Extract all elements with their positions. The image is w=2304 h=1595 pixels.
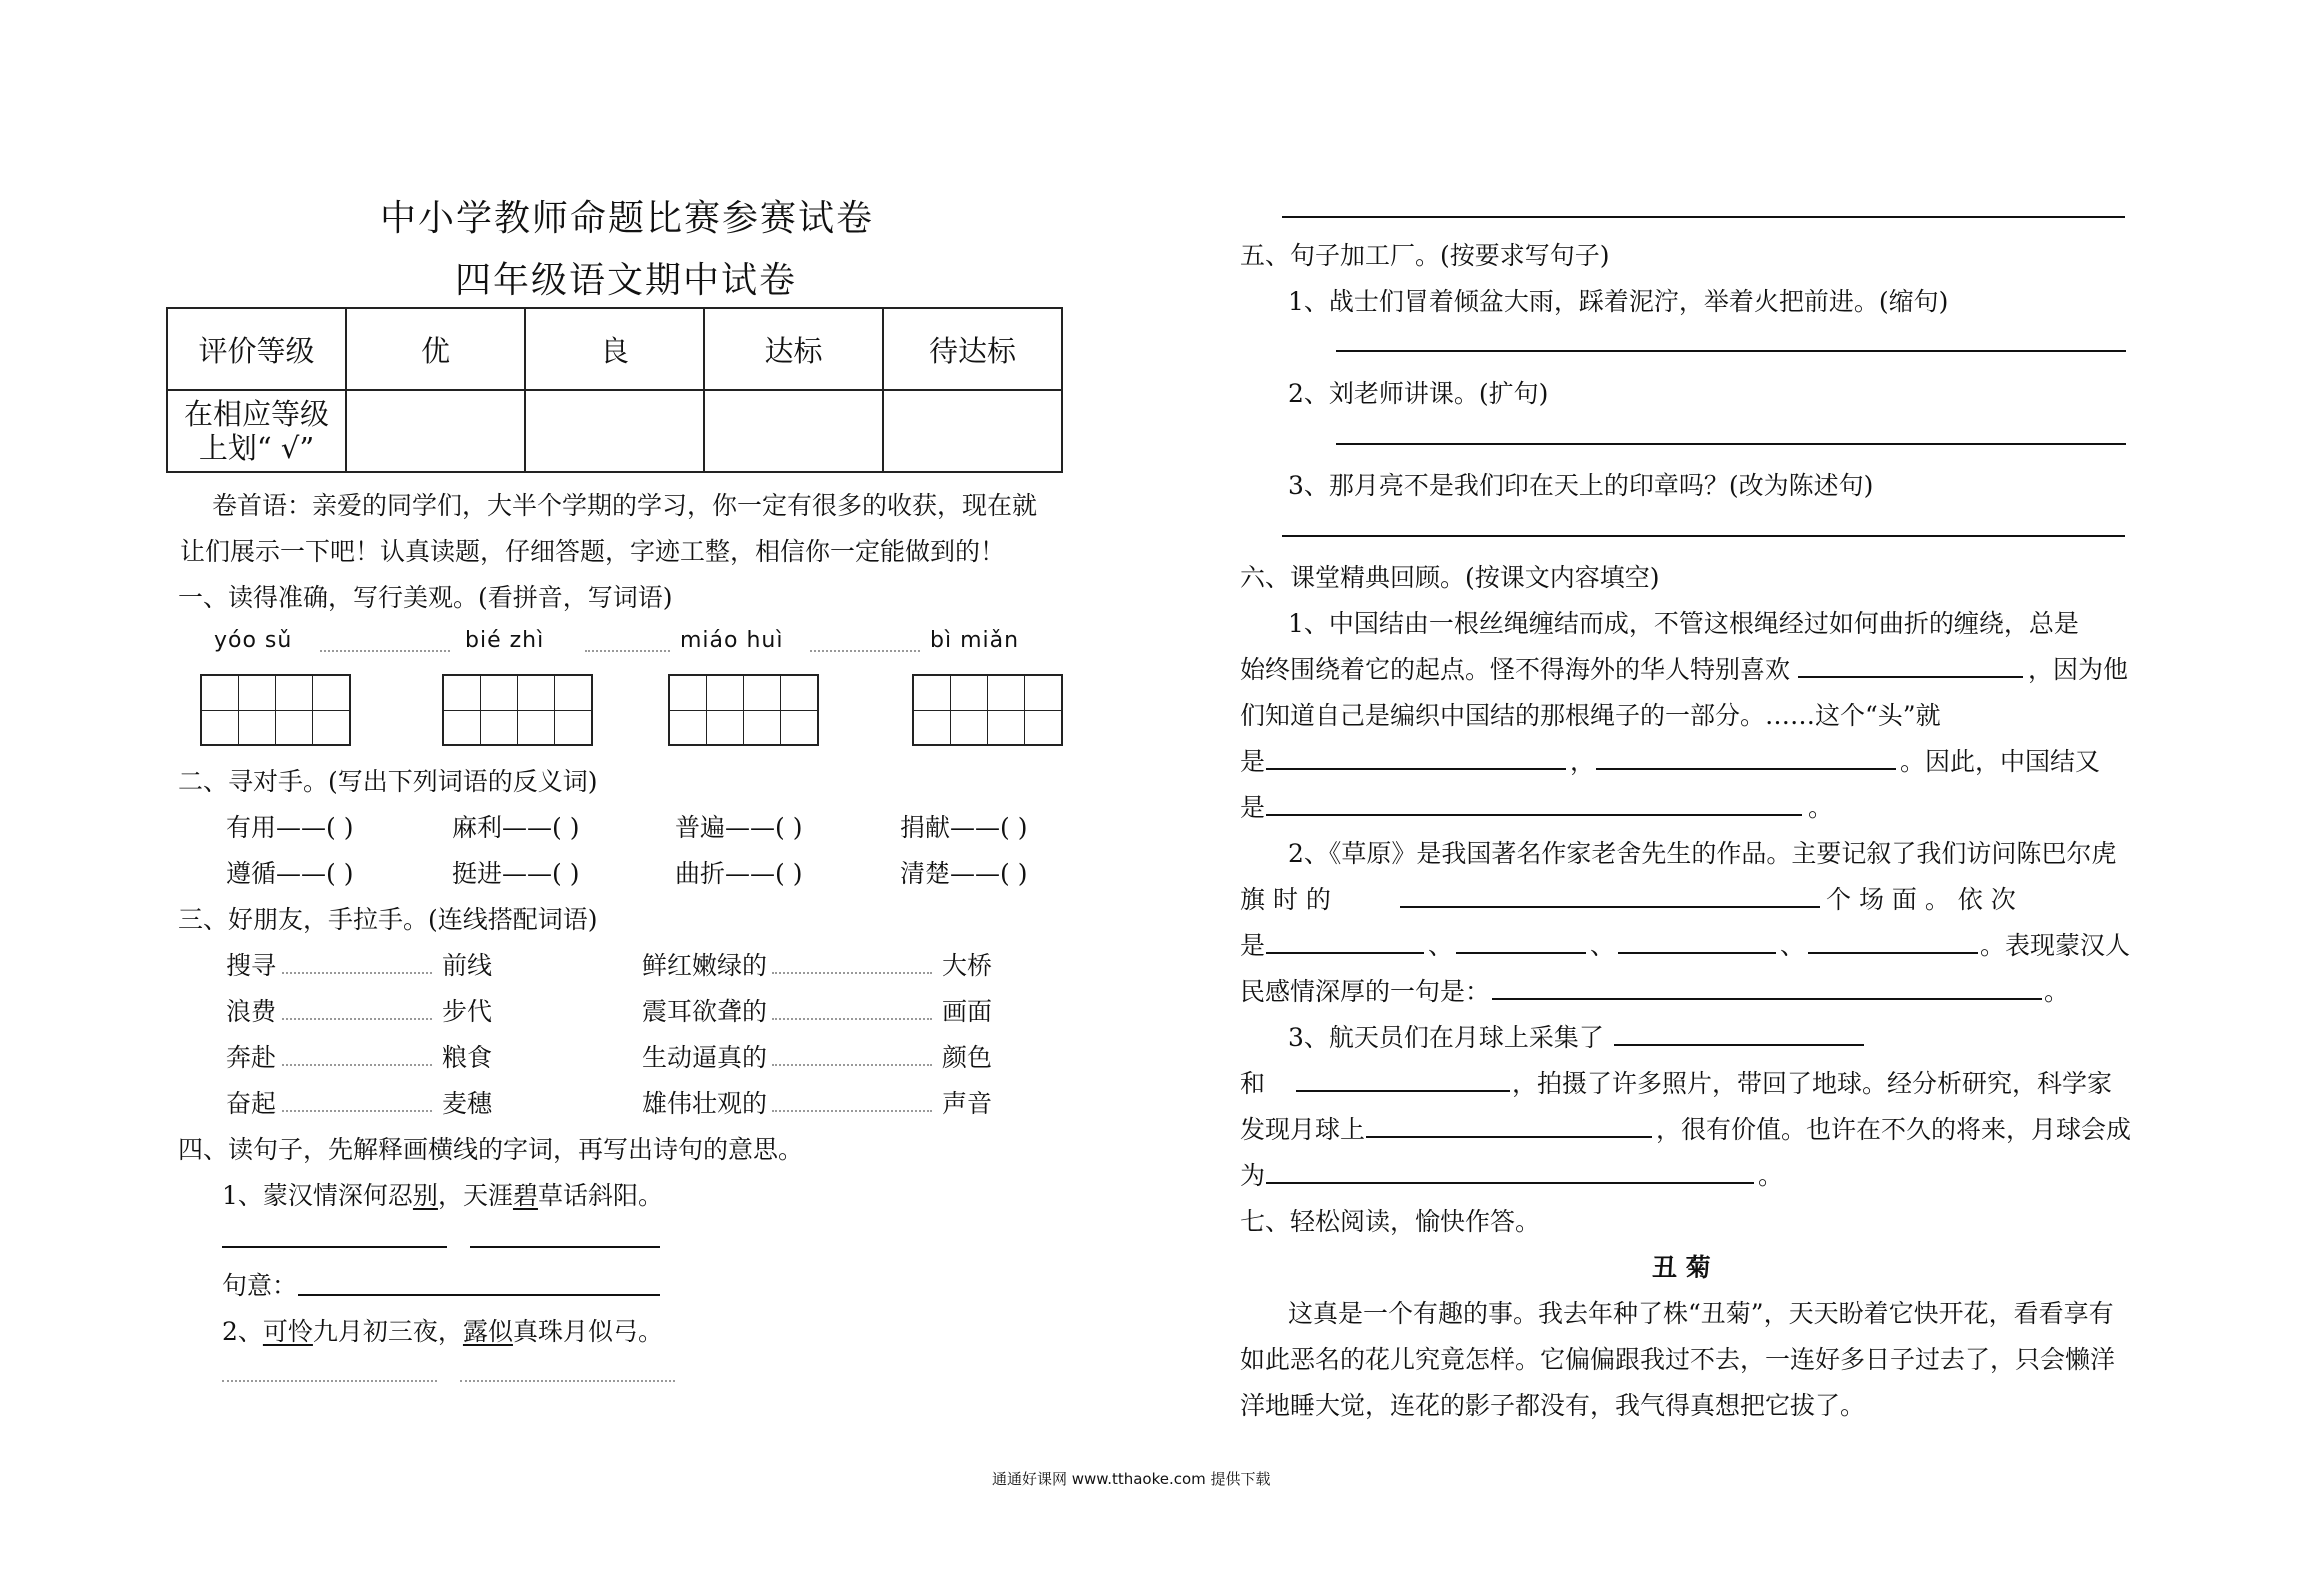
q6-1-line5b: 。: [1808, 793, 1834, 822]
q6-1-line3: 们知道自己是编织中国结的那根绳子的一部分。……这个“头”就: [1240, 701, 1941, 730]
q5-item-2: 2、刘老师讲课。(扩句): [1288, 379, 1549, 408]
grade-cell[interactable]: [346, 390, 525, 472]
q6-2-line3b: 、: [1428, 931, 1454, 960]
answer-dotted-line[interactable]: [460, 1380, 675, 1382]
q4-2-underlined-2: 露似: [462, 1317, 513, 1346]
grade-header: 评价等级: [167, 308, 346, 390]
grade-row-label-line2: 上划“ √”: [198, 431, 315, 465]
writing-grid-1[interactable]: [200, 674, 351, 746]
match-word: 震耳欲聋的: [642, 997, 768, 1026]
q4-2-text-b: 九月初三夜，: [312, 1317, 463, 1346]
answer-line[interactable]: [1266, 1182, 1754, 1184]
answer-dotted-line[interactable]: [222, 1380, 437, 1382]
answer-line[interactable]: [1266, 768, 1566, 770]
antonym-item: 麻利——( ): [452, 813, 580, 842]
q6-2-line3a: 是: [1240, 931, 1266, 960]
q6-3-line1: 3、航天员们在月球上采集了: [1288, 1023, 1604, 1052]
q6-1-line5a: 是: [1240, 793, 1266, 822]
answer-line[interactable]: [1336, 443, 2126, 445]
dotted-leader: [282, 972, 432, 974]
match-word: 鲜红嫩绿的: [642, 951, 768, 980]
grade-row-label-line1: 在相应等级: [183, 397, 329, 431]
q4-meaning-label: 句意：: [222, 1271, 298, 1300]
q4-item-2: [222, 1312, 663, 1348]
q3-title: 三、好朋友，手拉手。(连线搭配词语): [178, 905, 598, 934]
grade-cell[interactable]: [525, 390, 704, 472]
q4-title: 四、读句子，先解释画横线的字词，再写出诗句的意思。: [178, 1135, 804, 1164]
match-word: 浪费: [226, 997, 277, 1026]
answer-line[interactable]: [1456, 952, 1586, 954]
answer-line[interactable]: [1614, 1044, 1864, 1046]
pinyin-4: bì miǎn: [930, 628, 1020, 653]
q5-item-1: 1、战士们冒着倾盆大雨，踩着泥泞，举着火把前进。(缩句): [1288, 287, 1949, 316]
q6-2-line3e: 。表现蒙汉人: [1980, 931, 2131, 960]
answer-line[interactable]: [470, 1246, 660, 1248]
answer-line[interactable]: [1282, 535, 2125, 537]
answer-line[interactable]: [1400, 906, 1820, 908]
q6-1-line2b: ，因为他: [2028, 655, 2129, 684]
answer-line[interactable]: [1798, 676, 2023, 678]
antonym-item: 捐献——( ): [900, 813, 1028, 842]
match-word: 粮食: [442, 1043, 493, 1072]
q6-1-line2a: 始终围绕着它的起点。怪不得海外的华人特别喜欢: [1240, 655, 1791, 684]
story-line3: 洋地睡大觉，连花的影子都没有，我气得真想把它拔了。: [1240, 1391, 1866, 1420]
story-line2: 如此恶名的花儿究竟怎样。它偏偏跟我过不去，一连好多日子过去了，只会懒洋: [1240, 1345, 2116, 1374]
q4-2-underlined-1: 可怜: [262, 1317, 313, 1346]
match-word: 声音: [942, 1089, 993, 1118]
q4-1-text-a: 1、蒙汉情深何忍: [222, 1181, 413, 1210]
dotted-leader: [772, 972, 932, 974]
q7-title: 七、轻松阅读，愉快作答。: [1240, 1207, 1541, 1236]
match-word: 麦穗: [442, 1089, 493, 1118]
dotted-leader: [772, 1018, 932, 1020]
q6-1-line4a: 是: [1240, 747, 1266, 776]
writing-grid-3[interactable]: [668, 674, 819, 746]
answer-line[interactable]: [1808, 952, 1978, 954]
q6-1-line4c: 。因此，中国结又: [1900, 747, 2101, 776]
q6-title: 六、课堂精典回顾。(按课文内容填空): [1240, 563, 1660, 592]
q6-2-line4b: 。: [2044, 977, 2070, 1006]
footer-credit: 通通好课网 www.tthaoke.com 提供下载: [992, 1470, 1271, 1488]
q6-3-line3a: 发现月球上: [1240, 1115, 1366, 1144]
dotted-leader: [320, 650, 450, 652]
preface-line2: 让们展示一下吧！认真读题，仔细答题，字迹工整，相信你一定能做到的！: [180, 537, 1006, 566]
q6-1-line4b: ，: [1570, 747, 1596, 776]
exam-subtitle: 四年级语文期中试卷: [455, 260, 798, 301]
pinyin-3: miáo huì: [680, 628, 784, 653]
q6-2-line3c: 、: [1590, 931, 1616, 960]
grade-cell[interactable]: [704, 390, 883, 472]
answer-line[interactable]: [1366, 1136, 1652, 1138]
q4-1-text-c: 草话斜阳。: [537, 1181, 663, 1210]
answer-line[interactable]: [1596, 768, 1896, 770]
writing-grid-2[interactable]: [442, 674, 593, 746]
answer-line[interactable]: [1266, 952, 1424, 954]
dotted-leader: [585, 650, 670, 652]
q6-2-line1: 2、《草原》是我国著名作家老舍先生的作品。主要记叙了我们访问陈巴尔虎: [1288, 839, 2117, 868]
q4-1-text-b: ，天涯: [437, 1181, 513, 1210]
match-word: 奋起: [226, 1089, 277, 1118]
answer-line[interactable]: [298, 1294, 660, 1296]
antonym-item: 普遍——( ): [675, 813, 803, 842]
grade-cell[interactable]: [883, 390, 1062, 472]
story-line1: 这真是一个有趣的事。我去年种了株“丑菊”，天天盼着它快开花，看看享有: [1288, 1299, 2114, 1328]
antonym-item: 清楚——( ): [900, 859, 1028, 888]
match-word: 步代: [442, 997, 493, 1026]
answer-line[interactable]: [222, 1246, 447, 1248]
match-word: 奔赴: [226, 1043, 277, 1072]
antonym-item: 有用——( ): [226, 813, 354, 842]
q2-title: 二、寻对手。(写出下列词语的反义词): [178, 767, 598, 796]
q5-item-3: 3、那月亮不是我们印在天上的印章吗？(改为陈述句): [1288, 471, 1874, 500]
exam-title: 中小学教师命题比赛参赛试卷: [380, 198, 875, 239]
q6-3-line2b: ，拍摄了许多照片，带回了地球。经分析研究，科学家: [1512, 1069, 2113, 1098]
grade-header: 待达标: [883, 308, 1062, 390]
match-word: 画面: [942, 997, 993, 1026]
grade-row-label: [167, 390, 346, 472]
grade-header: 良: [525, 308, 704, 390]
q6-3-line3b: ，很有价值。也许在不久的将来，月球会成: [1656, 1115, 2132, 1144]
answer-line[interactable]: [1296, 1090, 1510, 1092]
answer-line[interactable]: [1266, 814, 1802, 816]
q6-2-line2a: 旗 时 的: [1240, 885, 1331, 914]
q5-title: 五、句子加工厂。(按要求写句子): [1240, 241, 1610, 270]
dotted-leader: [772, 1064, 932, 1066]
dotted-leader: [772, 1110, 932, 1112]
match-word: 生动逼真的: [642, 1043, 768, 1072]
q4-item-1: [222, 1176, 663, 1212]
antonym-item: 遵循——( ): [226, 859, 354, 888]
writing-grid-4[interactable]: [912, 674, 1063, 746]
answer-line[interactable]: [1618, 952, 1776, 954]
q6-3-line2a: 和: [1240, 1069, 1266, 1098]
q6-3-line4b: 。: [1758, 1161, 1784, 1190]
dotted-leader: [282, 1110, 432, 1112]
match-word: 大桥: [942, 951, 993, 980]
grade-header: 达标: [704, 308, 883, 390]
pinyin-1: yóo sǔ: [214, 628, 293, 653]
answer-line[interactable]: [1492, 998, 2042, 1000]
answer-line[interactable]: [1336, 350, 2126, 352]
antonym-item: 曲折——( ): [675, 859, 803, 888]
grade-header: 优: [346, 308, 525, 390]
grade-table: [166, 307, 1063, 473]
dotted-leader: [810, 650, 920, 652]
dotted-leader: [282, 1018, 432, 1020]
q6-2-line3d: 、: [1780, 931, 1806, 960]
q4-2-text-a: 2、: [222, 1317, 263, 1346]
match-word: 颜色: [942, 1043, 993, 1072]
q1-title: 一、读得准确，写行美观。(看拼音，写词语): [178, 583, 673, 612]
match-word: 雄伟壮观的: [642, 1089, 768, 1118]
q4-2-text-c: 真珠月似弓。: [512, 1317, 663, 1346]
match-word: 前线: [442, 951, 493, 980]
q6-3-line4a: 为: [1240, 1161, 1266, 1190]
q4-1-underlined-2: 碧: [512, 1181, 538, 1210]
q6-1-line1: 1、中国结由一根丝绳缠结而成，不管这根绳经过如何曲折的缠绕，总是: [1288, 609, 2079, 638]
match-word: 搜寻: [226, 951, 277, 980]
preface-line1: 卷首语：亲爱的同学们，大半个学期的学习，你一定有很多的收获，现在就: [212, 491, 1038, 520]
dotted-leader: [282, 1064, 432, 1066]
antonym-item: 挺进——( ): [452, 859, 580, 888]
q4-1-underlined-1: 别: [412, 1181, 438, 1210]
pinyin-2: bié zhì: [465, 628, 545, 653]
q6-2-line2b: 个 场 面 。 依 次: [1826, 885, 2016, 914]
q6-2-line4a: 民感情深厚的一句是：: [1240, 977, 1491, 1006]
answer-line[interactable]: [1282, 216, 2125, 218]
story-title: 丑 菊: [1652, 1253, 1711, 1282]
